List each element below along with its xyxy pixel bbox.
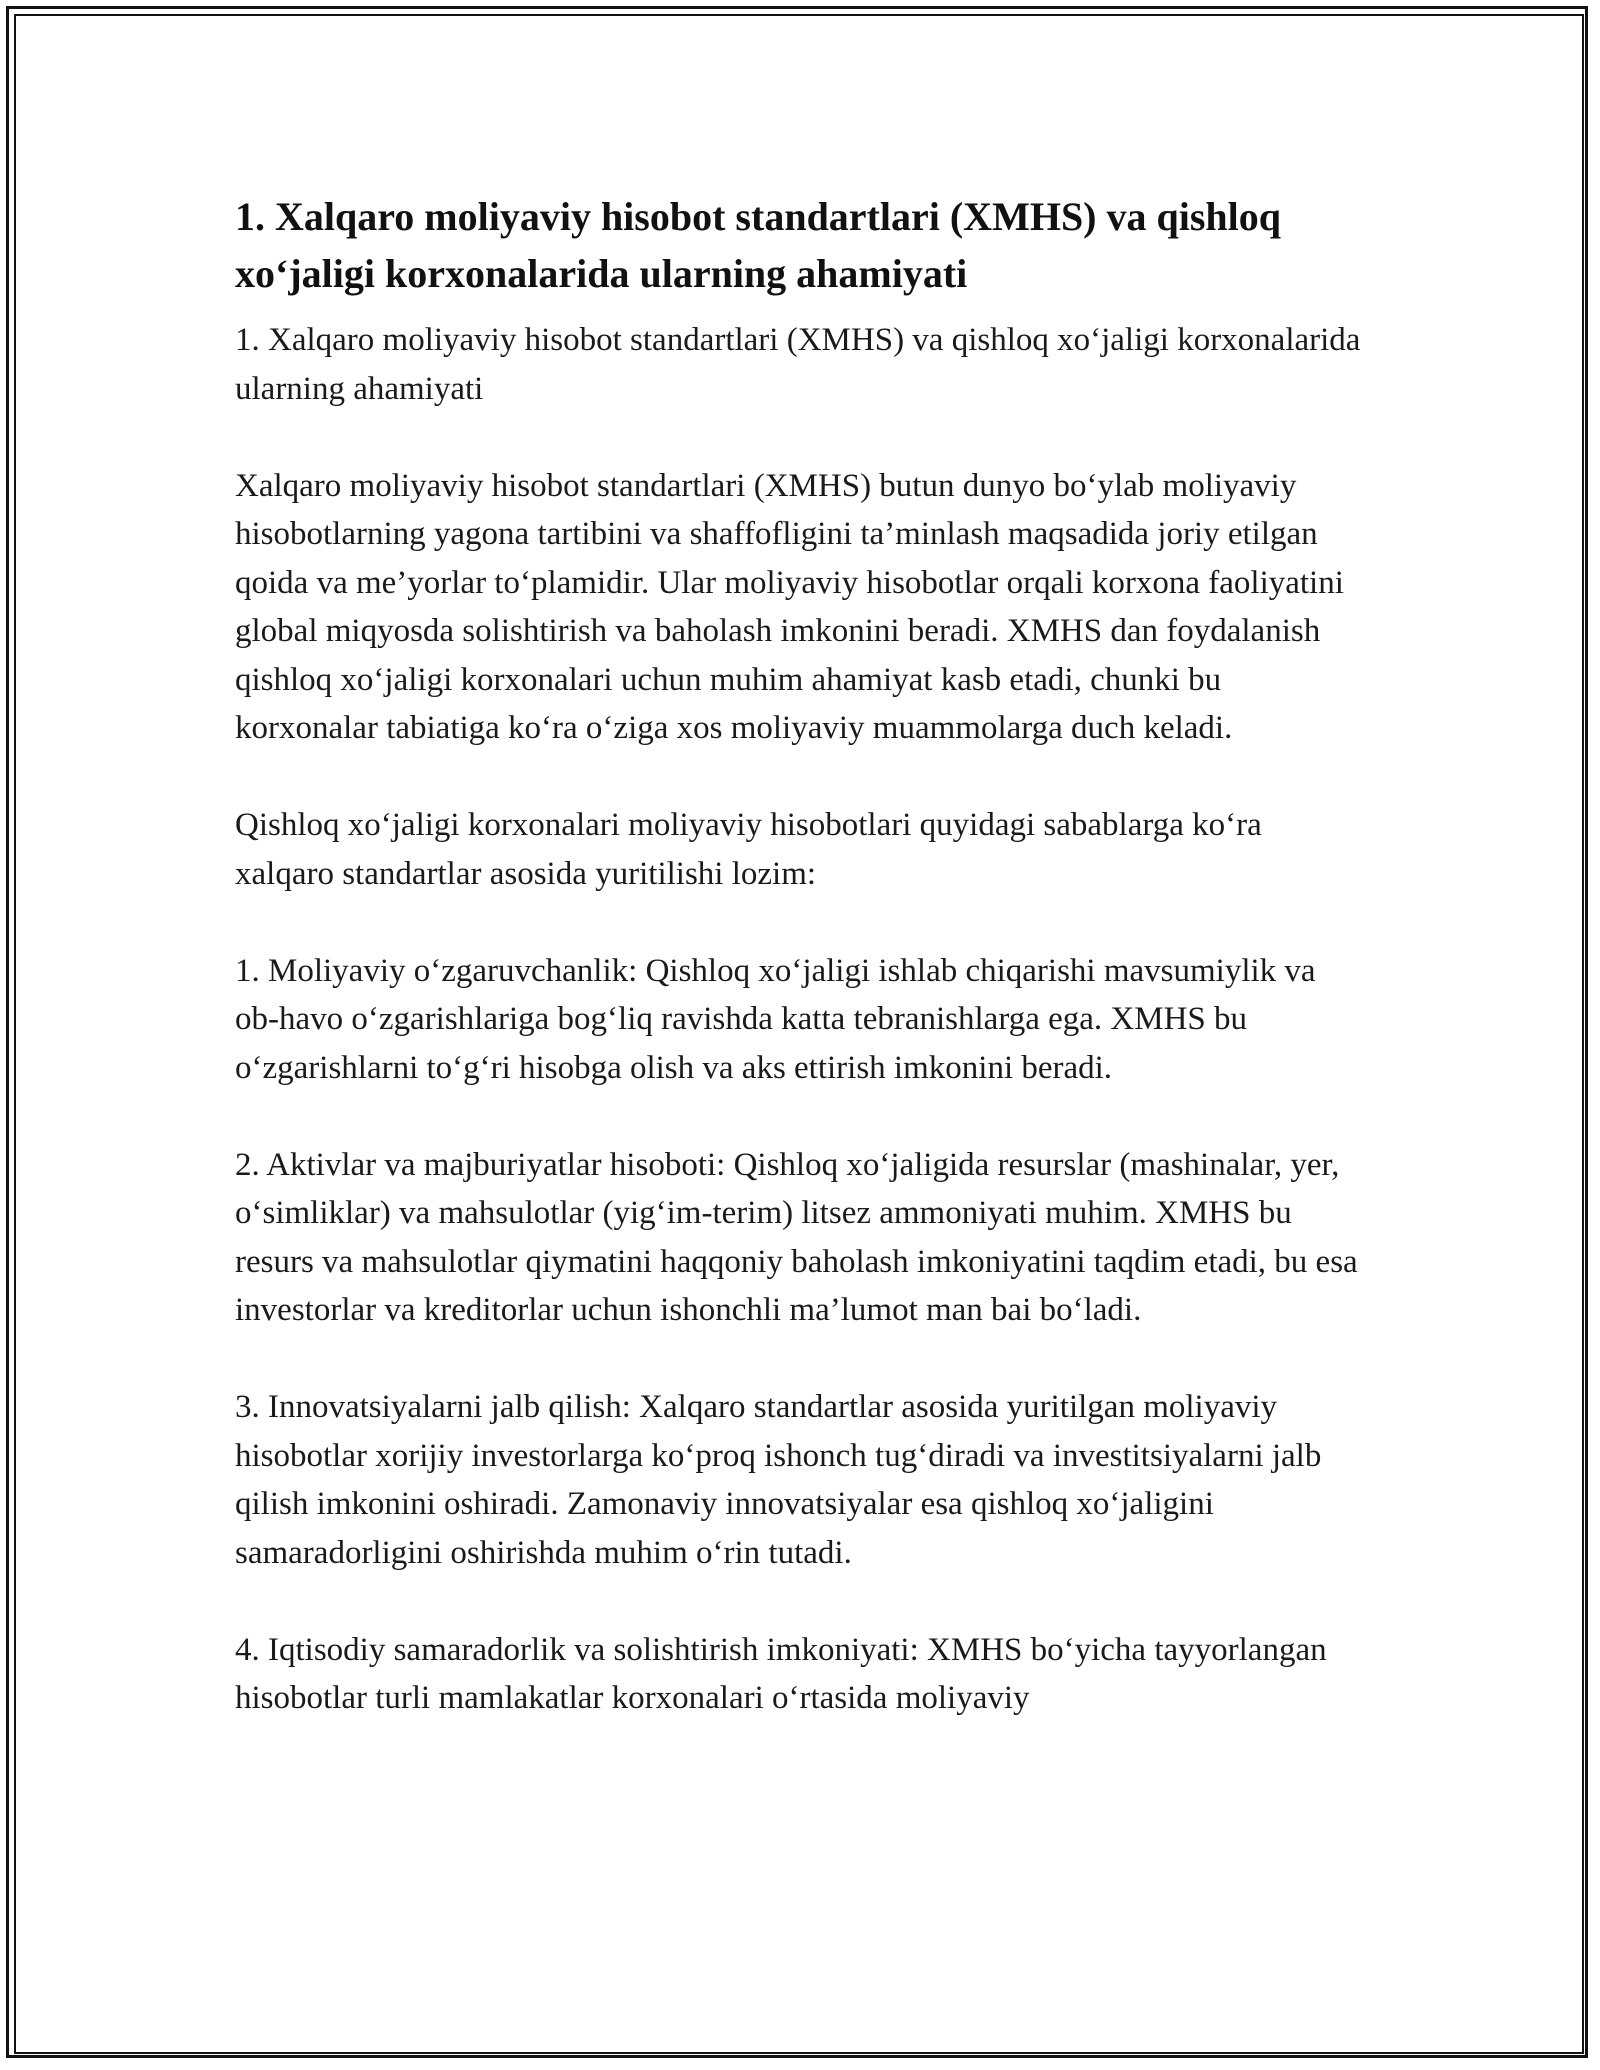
list-item-2: 2. Aktivlar va majburiyatlar hisoboti: Qishloq xo‘jaligida resurslar (mashinalar, yer, o‘simliklar) va mahsulotlar (yig‘im-terim) litsez ammoniyati muhim. XMHS bu resurs va mahsulotlar qiymatini haqqoniy baholash imkoniyatini taqdim etadi, bu esa investorlar va kreditorlar uchun ishonchli ma’lumot man bai bo‘ladi.	[235, 1146, 1358, 1328]
paragraph-reasons-lead: Qishloq xo‘jaligi korxonalari moliyaviy hisobotlari quyidagi sabablarga ko‘ra xalqaro standartlar asosida yuritilishi lozim:	[235, 807, 1262, 892]
list-item-1: 1. Moliyaviy o‘zgaruvchanlik: Qishloq xo‘jaligi ishlab chiqarishi mavsumiylik va ob-havo o‘zgarishlariga bog‘liq ravishda katta tebranishlarga ega. XMHS bu o‘zgarishlarni to‘g‘ri hisobga olish va aks ettirish imkonini beradi.	[235, 952, 1316, 1086]
paragraph-intro: Xalqaro moliyaviy hisobot standartlari (XMHS) butun dunyo bo‘ylab moliyaviy hisobotlarning yagona tartibini va shaffofligini ta’minlash maqsadida joriy etilgan qoida va me’yorlar to‘plamidir. Ular moliyaviy hisobotlar orqali korxona faoliyatini global miqyosda solishtirish va baholash imkonini beradi. XMHS dan foydalanish qishloq xo‘jaligi korxonalari uchun muhim ahamiyat kasb etadi, chunki bu korxonalar tabiatiga ko‘ra o‘ziga xos moliyaviy muammolarga duch keladi.	[235, 467, 1344, 746]
list-item-3: 3. Innovatsiyalarni jalb qilish: Xalqaro standartlar asosida yuritilgan moliyaviy hisobotlar xorijiy investorlarga ko‘proq ishonch tug‘diradi va investitsiyalarni jalb qilish imkonini oshiradi. Zamonaviy innovatsiyalar esa qishloq xo‘jaligini samaradorligini oshirishda muhim o‘rin tutadi.	[235, 1389, 1322, 1571]
paragraph-subtitle: 1. Xalqaro moliyaviy hisobot standartlari (XMHS) va qishloq xo‘jaligi korxonalarida ularning ahamiyati	[235, 322, 1361, 407]
list-item-4: 4. Iqtisodiy samaradorlik va solishtirish imkoniyati: XMHS bo‘yicha tayyorlangan hisobotlar turli mamlakatlar korxonalari o‘rtasida moliyaviy	[235, 1631, 1327, 1716]
document-body	[235, 188, 1365, 1723]
document-title: 1. Xalqaro moliyaviy hisobot standartlari (XMHS) va qishloq xo‘jaligi korxonalarida ularning ahamiyati	[235, 194, 1282, 296]
